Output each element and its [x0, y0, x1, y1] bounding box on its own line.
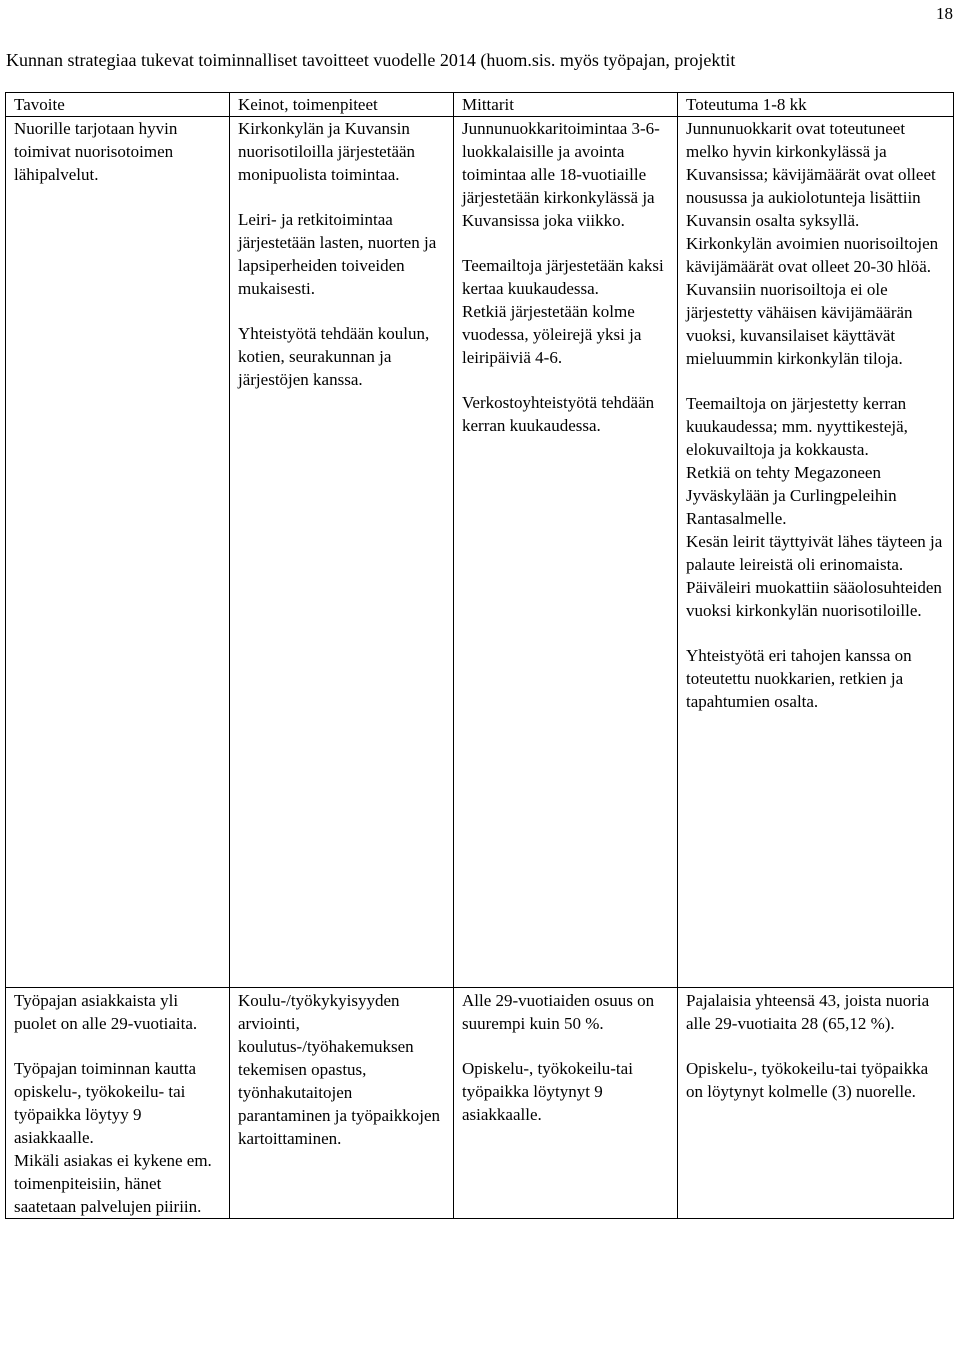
cell-paragraph: Opiskelu-, työkokeilu-tai työpaikka löytynyt 9 asiakkaalle.: [462, 1059, 633, 1124]
table-row: [6, 117, 954, 988]
cell-paragraph: Koulu-/työkykyisyyden arviointi, koulutus-/työhakemuksen tekemisen opastus, työnhakutaitojen parantaminen ja työpaikkojen kartoittaminen.: [238, 991, 441, 1148]
objectives-table: [5, 92, 954, 1219]
cell-paragraph: Teemailtoja järjestetään kaksi kertaa kuukaudessa.: [462, 256, 664, 298]
cell-paragraph: Kirkonkylän ja Kuvansin nuorisotiloilla järjestetään monipuolista toimintaa.: [238, 119, 416, 184]
cell-paragraph: Mikäli asiakas ei kykene em. toimenpiteisiin, hänet saatetaan palvelujen piiriin.: [14, 1151, 212, 1216]
table-header-row: [6, 93, 954, 117]
header-keinot: Keinot, toimenpiteet: [230, 93, 454, 117]
page-heading: Kunnan strategiaa tukevat toiminnalliset tavoitteet vuodelle 2014 (huom.sis. myös työpajan, projektit: [6, 50, 736, 70]
cell-paragraph: Teemailtoja on järjestetty kerran kuukaudessa; mm. nyyttikestejä, elokuvailtoja ja kokkausta.: [686, 394, 908, 459]
table-row: [6, 988, 954, 1219]
header-mittarit: Mittarit: [454, 93, 678, 117]
cell-paragraph: Kesän leirit täyttyivät lähes täyteen ja palaute leireistä oli erinomaista.: [686, 532, 943, 574]
cell-keinot: [230, 988, 454, 1219]
cell-paragraph: Pajalaisia yhteensä 43, joista nuoria alle 29-vuotiaita 28 (65,12 %).: [686, 991, 930, 1033]
cell-paragraph: Leiri- ja retkitoimintaa järjestetään lasten, nuorten ja lapsiperheiden toiveiden mukaisesti.: [238, 210, 437, 298]
cell-toteutuma: [678, 988, 954, 1219]
cell-mittarit: [454, 117, 678, 988]
cell-paragraph: Alle 29-vuotiaiden osuus on suurempi kuin 50 %.: [462, 991, 655, 1033]
cell-paragraph: Yhteistyötä tehdään koulun, kotien, seurakunnan ja järjestöjen kanssa.: [238, 324, 430, 389]
cell-paragraph: Työpajan asiakkaista yli puolet on alle 29-vuotiaita.: [14, 991, 198, 1033]
cell-mittarit: [454, 988, 678, 1219]
cell-keinot: [230, 117, 454, 988]
page-number: 18: [936, 4, 953, 23]
header-tavoite: Tavoite: [6, 93, 230, 117]
cell-paragraph: Työpajan toiminnan kautta opiskelu-, työkokeilu- tai työpaikka löytyy 9 asiakkaalle.: [14, 1059, 196, 1147]
cell-paragraph: Junnunuokkaritoimintaa 3-6-luokkalaisille ja avointa toimintaa alle 18-vuotiaille järjestetään kirkonkylässä ja Kuvansissa joka viikko.: [462, 119, 660, 230]
cell-paragraph: Yhteistyötä eri tahojen kanssa on toteutettu nuokkarien, retkien ja tapahtumien osalta.: [686, 646, 912, 711]
cell-tavoite: [6, 988, 230, 1219]
cell-paragraph: Verkostoyhteistyötä tehdään kerran kuukaudessa.: [462, 393, 655, 435]
cell-paragraph: Junnunuokkarit ovat toteutuneet melko hyvin kirkonkylässä ja Kuvansissa; kävijämäärät ovat olleet nousussa ja aukiolotunteja lisättiin Kuvansin osalta syksyllä. Kirkonkylän avoimien nuorisoiltojen kävijämäärät ovat olleet 20-30 hlöä. Kuvansiin nuorisoiltoja ei ole järjestetty vähäisen kävijämäärän vuoksi, kuvansilaiset käyttävät mieluummin kirkonkylän tiloja.: [686, 119, 939, 368]
header-toteutuma: Toteutuma 1-8 kk: [678, 93, 954, 117]
cell-paragraph: Retkiä järjestetään kolme vuodessa, yöleirejä yksi ja leiripäiviä 4-6.: [462, 302, 642, 367]
cell-paragraph: Päiväleiri muokattiin sääolosuhteiden vuoksi kirkonkylän nuorisotiloille.: [686, 578, 942, 620]
cell-toteutuma: [678, 117, 954, 988]
cell-paragraph: Opiskelu-, työkokeilu-tai työpaikka on löytynyt kolmelle (3) nuorelle.: [686, 1059, 929, 1101]
cell-paragraph: Nuorille tarjotaan hyvin toimivat nuorisotoimen lähipalvelut.: [14, 119, 178, 184]
cell-tavoite: [6, 117, 230, 988]
cell-paragraph: Retkiä on tehty Megazoneen Jyväskylään ja Curlingpeleihin Rantasalmelle.: [686, 463, 897, 528]
